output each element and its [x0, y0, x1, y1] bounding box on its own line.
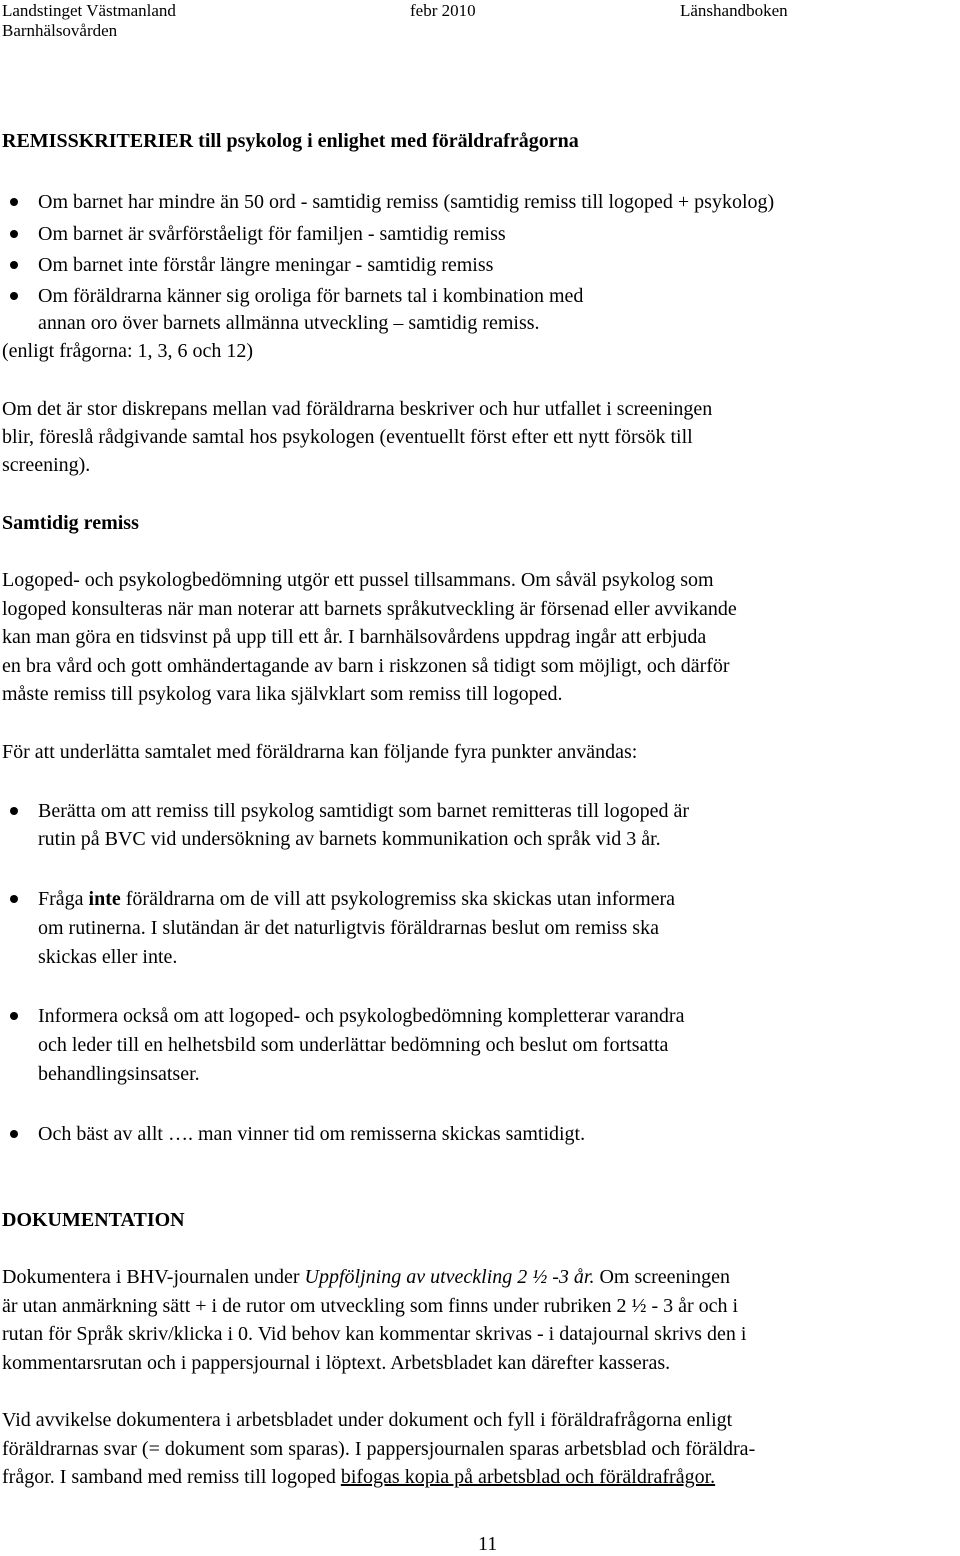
section-heading-samtidig-remiss: Samtidig remiss [2, 512, 139, 534]
bullet-icon [10, 198, 18, 206]
header-date: febr 2010 [410, 1, 476, 20]
section-heading-dokumentation: DOKUMENTATION [2, 1209, 185, 1231]
paragraph-line [2, 1267, 730, 1287]
point-line: Informera också om att logoped- och psykologbedömning kompletterar varandra [38, 1005, 685, 1027]
criteria-item: Om barnet har mindre än 50 ord - samtidig remiss (samtidig remiss till logoped + psykolog) [38, 191, 775, 213]
header-department: Barnhälsovården [2, 21, 118, 40]
point-line: skickas eller inte. [38, 946, 178, 968]
points-intro: För att underlätta samtalet med föräldrarna kan följande fyra punkter användas: [2, 741, 638, 763]
paragraph-line: är utan anmärkning sätt + i de rutor om utveckling som finns under rubriken 2 ½ - 3 år och i [2, 1295, 739, 1317]
paragraph-text: frågor. I samband med remiss till logoped [2, 1466, 341, 1488]
point-text: föräldrarna om de vill att psykologremiss ska skickas utan informera [120, 888, 676, 910]
bullet-icon [10, 261, 18, 269]
paragraph-line: Om det är stor diskrepans mellan vad föräldrarna beskriver och hur utfallet i screeningen [2, 398, 713, 420]
emphasis-inte: inte [88, 888, 121, 910]
point-line: Och bäst av allt …. man vinner tid om remisserna skickas samtidigt. [38, 1123, 586, 1145]
paragraph-text: Om screeningen [594, 1266, 730, 1288]
paragraph-line: kan man göra en tidsvinst på upp till ett år. I barnhälsovårdens uppdrag ingår att erbjuda [2, 626, 707, 648]
point-line: och leder till en helhetsbild som underlättar bedömning och beslut om fortsatta [38, 1034, 669, 1056]
bullet-icon [10, 895, 18, 903]
paragraph-line: måste remiss till psykolog vara lika självklart som remiss till logoped. [2, 683, 563, 705]
criteria-item: Om barnet inte förstår längre meningar - samtidig remiss [38, 254, 494, 276]
bullet-icon [10, 1130, 18, 1138]
criteria-note: (enligt frågorna: 1, 3, 6 och 12) [2, 340, 254, 362]
bullet-icon [10, 292, 18, 300]
paragraph-line: Logoped- och psykologbedömning utgör ett pussel tillsammans. Om såväl psykolog som [2, 569, 714, 591]
header-publication: Länshandboken [680, 1, 788, 20]
paragraph-line [2, 1467, 715, 1487]
paragraph-line: kommentarsrutan och i pappersjournal i löptext. Arbetsbladet kan därefter kasseras. [2, 1352, 671, 1374]
point-line: rutin på BVC vid undersökning av barnets kommunikation och språk vid 3 år. [38, 828, 661, 850]
paragraph-line: rutan för Språk skriv/klicka i 0. Vid behov kan kommentar skrivas - i datajournal skrivs den i [2, 1323, 747, 1345]
section-heading-remisskriterier: REMISSKRITERIER till psykolog i enlighet med föräldrafrågorna [2, 130, 579, 152]
point-line: om rutinerna. I slutändan är det naturligtvis föräldrarnas beslut om remiss ska [38, 917, 659, 939]
point-line: behandlingsinsatser. [38, 1063, 200, 1085]
bullet-icon [10, 230, 18, 238]
underlined-instruction: bifogas kopia på arbetsblad och föräldrafrågor. [340, 1466, 716, 1488]
criteria-item: Om föräldrarna känner sig oroliga för barnets tal i kombination med [38, 285, 584, 307]
paragraph-line: screening). [2, 454, 91, 476]
bullet-icon [10, 807, 18, 815]
journal-section-name: Uppföljning av utveckling 2 ½ -3 år. [304, 1266, 595, 1288]
header-organization: Landstinget Västmanland [2, 1, 176, 20]
point-line: Berätta om att remiss till psykolog samtidigt som barnet remitteras till logoped är [38, 800, 689, 822]
page-number: 11 [478, 1533, 498, 1555]
paragraph-line: logoped konsulteras när man noterar att barnets språkutveckling är försenad eller avvikande [2, 598, 737, 620]
bullet-icon [10, 1012, 18, 1020]
paragraph-line: en bra vård och gott omhändertagande av barn i riskzonen så tidigt som möjligt, och därför [2, 655, 730, 677]
paragraph-line: Vid avvikelse dokumentera i arbetsbladet under dokument och fyll i föräldrafrågorna enligt [2, 1409, 733, 1431]
point-text: Fråga [38, 888, 89, 910]
paragraph-text: Dokumentera i BHV-journalen under [2, 1266, 305, 1288]
criteria-item-continuation: annan oro över barnets allmänna utveckling – samtidig remiss. [38, 312, 540, 334]
criteria-item: Om barnet är svårförståeligt för familjen - samtidig remiss [38, 223, 506, 245]
point-line [38, 889, 675, 909]
paragraph-line: föräldrarnas svar (= dokument som sparas). I pappersjournalen sparas arbetsblad och föräldra- [2, 1438, 756, 1460]
paragraph-line: blir, föreslå rådgivande samtal hos psykologen (eventuellt först efter ett nytt försök till [2, 426, 693, 448]
